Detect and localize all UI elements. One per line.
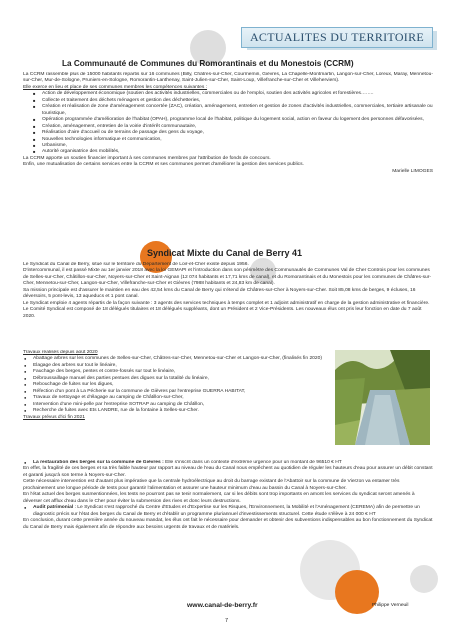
planned-item-1: ● La restauration des berges sur la commune de Gièvres : Elle s'inscrit dans un contexte d'extrême urgence pour un montant de 96510 € HT xyxy=(24,460,342,465)
list-item: ■ Opération programmée d'amélioration de l'habitat (OPAH), programme local de l'habitat, politique du logement social, action en faveur du logement des personnes défavorisées, xyxy=(31,117,433,123)
list-item: ● Fauchage des berges, pentes et contre-fossés sur tout le linéaire, xyxy=(23,369,333,375)
list-item: ● Réfection d'un pont à La Pécherie sur la commune de Gièvres par l'entreprise GUERRA HABITAT, xyxy=(23,389,333,395)
footer-website-link[interactable]: www.canal-de-berry.fr xyxy=(187,602,258,609)
planned-item-2-text: : Le Syndicat s'est rapproché du Centre d'Etudes et d'Expertise sur les Risques, l'Environnement, la Mobilité et l'Aménagement (CEREMA) afin de permettre un diagnostic précis sur l'état des berges du Canal de Berry et d'établir un programme pluriannuel d'investissements structurel. Cette étude s'élève à 24 000 € HT xyxy=(33,505,420,517)
canal-paragraph: Sa mission principale est d'assurer le maintien en eau des 42,54 kms du Canal de Berry qui s'étend de Châtres-sur-Cher à Noyers-sur-Cher. Soit 85,08 kms de berges, 9 écluses, 16 déversoirs, 5 pont-levis, 13 aqueducs et 1 pont canal. xyxy=(23,287,416,300)
canal-paragraph: Cette nécessaire intervention est d'autant plus impérative que la centrale hydroélectrique au droit du barrage existant de l'Abattoir sur la commune de Vierzon va entamer très prochainement une longue période de tests pour garantir l'alimentation et assurer une hauteur minimum d'eau au bassin du Canal à Noyers-sur-Cher. xyxy=(23,479,400,491)
ccrm-intro: La CCRM rassemble plus de 15000 habitants répartis sur 16 communes (Billy, Châtres-sur-Cher, Courmemin, Gièvres, La Chapelle-Montmartin, Langon-sur-Cher, Loreux, Maray, Mennetou-sur-Cher, Mur-de-Sologne, Pruniers-en-Sologne, Romorantin-Lanthenay, Saint-Julien-sur-Cher, Saint-Loup, Villefranche-sur-Cher et Villeherviers). xyxy=(23,72,433,84)
ccrm-outro-1: La CCRM apporte un soutien financier important à ses communes membres par l'attribution de fonds de concours. xyxy=(23,155,271,161)
works-heading: Travaux réalisés depuis août 2020 xyxy=(23,350,98,355)
canal-paragraph: D'intercommunal, il est passé Mixte au 1er janvier 2018 avec la loi GEMAPI et l'introduction dans son périmètre des Communautés de Communes Val de Cher Controis pour les communes de Selles-sur-Cher, Châtillon-sur-Cher, Noyers-sur-Cher et Saint-Aignan (12 074 habitants et 17,71 kms de canal), et du Romorantinais et du Monestois pour les communes de Châtres-sur-Cher, Mennetou-sur-Cher, Langon-sur-Cher, Villefranche-sur-Cher et Gièvres (7988 habitants et 24,83 km de canal). xyxy=(23,268,432,287)
ccrm-author: Marielle LIMOGES xyxy=(392,168,433,174)
works-block xyxy=(23,350,333,460)
page-number: 7 xyxy=(225,618,229,624)
canal-author: Philippe Verneuil xyxy=(372,603,409,608)
section-banner: ACTUALITES DU TERRITOIRE xyxy=(241,27,433,48)
list-item: ● Recherche de fuites avec Ets LANDRE, rue de la fontaine à Selles-sur-Cher. xyxy=(23,408,333,414)
canal-title: Syndicat Mixte du Canal de Berry 41 xyxy=(147,248,303,258)
list-item: ■ Création, aménagement, entretien de la voirie d'intérêt communautaire, xyxy=(31,124,433,130)
planned-item-1-title: La restauration des berges sur la commune de Gièvres : xyxy=(33,460,164,465)
ccrm-title: La Communauté de Communes du Romorantinais et du Monestois (CCRM) xyxy=(62,59,354,68)
list-item: ■ Autorité organisatrice des mobilités, xyxy=(31,149,433,155)
canal-paragraph: Le Syndicat du Canal de Berry, situé sur le territoire du Département de Loir-et-Cher existe depuis 1956. xyxy=(23,262,249,267)
list-item: ■ Urbanisme, xyxy=(31,143,433,149)
ccrm-competences-list xyxy=(31,91,433,156)
planned-item-2-title: Audit patrimonial xyxy=(33,505,74,511)
works-list xyxy=(23,356,333,414)
planned-heading: Travaux prévus d'ici fin 2021 xyxy=(23,414,85,420)
list-item: ■ Collecte et traitement des déchets ménagers et gestion des déchetteries, xyxy=(31,98,433,104)
list-item: ■ Nouvelles technologies informatique et communication, xyxy=(31,137,433,143)
planned-block xyxy=(23,460,433,600)
planned-item-2: ● Audit patrimonial : Le Syndicat s'est rapproché du Centre d'Etudes et d'Expertise sur les Risques, l'Environnement, la Mobilité et l'Aménagement (CEREMA) afin de permettre un diagnostic précis sur l'état des berges du Canal de Berry et d'établir un programme pluriannuel d'investissements structurel. Cette étude s'élève à 24 000 € HT xyxy=(24,505,420,517)
list-item: ● Débroussaillage manuel des parties pentues des digues sur la totalité du linéaire, xyxy=(23,376,333,382)
canal-paragraph: En l'état actuel des berges susmentionnées, les tests ne pourront pas se tenir normalement, car si les débits sont trop importants en amont les services du syndicat seront amenés à déverser cet afflux d'eau dans le Cher pour éviter la submersion des rives et donc leurs destructions. xyxy=(23,492,415,504)
list-item: ■ Action de développement économique (soutien des activités industrielles, commerciales ou de l'emploi, soutien des activités agricoles et forestières…….. xyxy=(31,91,433,97)
canal-paragraph: En effet, la fragilité de ces berges et sa très faible hauteur par rapport au niveau de l'eau du Canal nous empêchent au quotidien de réguler les hauteurs d'eau pour assurer un débit constant et garanti jusqu'à son terme à Noyers-sur-Cher. xyxy=(23,466,433,478)
planned-item-1-text: Elle s'inscrit dans un contexte d'extrême urgence pour un montant de 96510 € HT xyxy=(163,460,342,465)
ccrm-body xyxy=(23,72,433,242)
list-item: ● Travaux de nettoyage et d'élagage au camping de Châtillon-sur-Cher, xyxy=(23,395,333,401)
list-item: ● Elagage des arbres sur tout le linéaire, xyxy=(23,363,333,369)
list-item: ● Intervention d'une mini-pelle par l'entreprise SOTRAP au camping de Châtillon, xyxy=(23,402,333,408)
ccrm-lead: Elle exerce en lieu et place de ses communes membres les compétences suivantes : xyxy=(23,84,208,90)
canal-paragraph: Le Syndicat emploie 4 agents répartis de la façon suivante : 3 agents des services techniques à temps complet et 1 adjoint administratif en charge de la gestion administrative et financière. Le Comité Syndical est composé de 18 délégués titulaires et 18 délégués suppléants, dont un Président et 2 Vice-Présidents. Les nouveaux élus ont pris leur fonction en date du 7 août 2020. xyxy=(23,300,430,319)
canal-photo xyxy=(335,350,430,445)
list-item: ■ Réalisation d'aire d'accueil ou de terrains de passage des gens du voyage, xyxy=(31,130,433,136)
canal-body xyxy=(23,262,433,350)
ccrm-outro-2: Enfin, une mutualisation de certains services entre la CCRM et ses communes permet d'améliorer la gestion des services publics. xyxy=(23,162,304,168)
list-item: ■ Création et réalisation de zone d'aménagement concertée (ZAC), création, aménagement, entretien et gestion de zones d'activités industrielles, commerciales, tertiaire artisanale ou touristique, xyxy=(31,104,433,117)
list-item: ● Abattage arbres sur les communes de Selles-sur-Cher, Châtres-sur-Cher, Mennetou-sur-Cher et Langon-sur-Cher, (finalisés fin 2020) xyxy=(23,356,333,362)
canal-conclusion: En conclusion, durant cette première année du nouveau mandat, les élus ont fait le nécessaire pour demander et obtenir des subventions indispensables au bon fonctionnement du Syndicat du Canal de Berry mais également afin de répondre aux besoins urgents de travaux et de matériels. xyxy=(23,518,433,530)
list-item: ● Rebouchage de fuites sur les digues, xyxy=(23,382,333,388)
